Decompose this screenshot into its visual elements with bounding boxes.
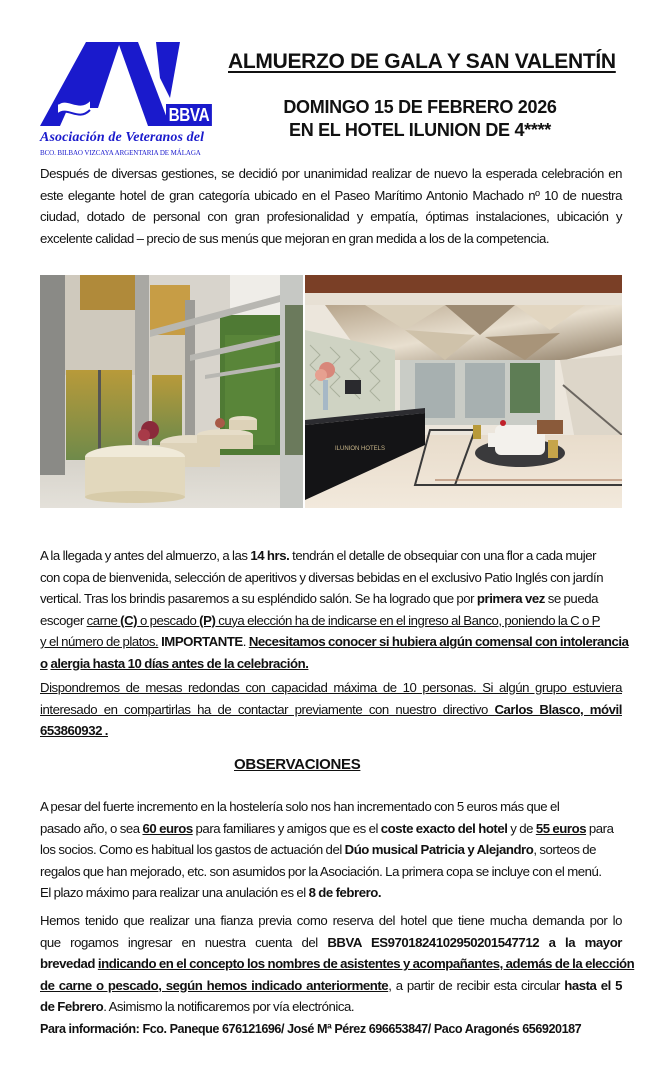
important-label: IMPORTANTE [158, 634, 243, 649]
obs-line-4: regalos que han mejorado, etc. son asumidos por la Asociación. La primera copa se incluye con el menú. [40, 863, 602, 879]
intro-line: excelente calidad – precio de sus menús que mejoran en gran medida a los de la competencia. [40, 230, 550, 246]
intolerance-notice: Necesitamos conocer si hubiera algún comensal con intolerancia [248, 634, 629, 649]
text: brevedad [40, 956, 96, 971]
tables-line-1 [40, 677, 622, 699]
association-logo [38, 38, 218, 158]
concept-instructions: indicando en el concepto los nombres de asistentes y acompañantes, además de la elección [97, 956, 635, 971]
text: para familiares y amigos que es el [192, 820, 381, 836]
text: vertical. Tras los brindis pasaremos a su espléndido salón. Se ha logrado que por [40, 591, 477, 606]
arrival-line-3 [40, 588, 622, 610]
text: para [586, 820, 614, 836]
intro-paragraph [40, 163, 622, 249]
intro-line: este elegante hotel de gran categoría ubicado en el Paseo Marítimo Antonio Machado nº 10 de nuestra [40, 187, 622, 203]
event-date: DOMINGO 15 DE FEBRERO 2026 [283, 97, 557, 117]
cancellation-deadline: 8 de febrero. [308, 885, 382, 900]
contact-name: Carlos Blasco, móvil [494, 701, 622, 717]
text: . [242, 634, 249, 649]
price-members: 55 euros [535, 820, 587, 836]
text: y de [507, 820, 536, 836]
contact-info: Para información: Fco. Paneque 676121696/ José Mª Pérez 696653847/ Paco Aragonés 656920187 [40, 1022, 582, 1036]
text: o pescado [137, 612, 200, 628]
intro-line: ciudad, dotado de personal con gran profesionalidad y empatía, óptimas instalaciones, ubicación y [40, 209, 622, 224]
pay-line-2 [40, 932, 622, 954]
event-venue: EN EL HOTEL ILUNION DE 4**** [289, 120, 551, 140]
payment-paragraph [40, 910, 635, 1018]
observaciones-paragraph [40, 796, 622, 904]
tables-line-3 [40, 720, 622, 742]
arrival-line-1 [40, 545, 622, 567]
text: o [40, 655, 48, 671]
text: escoger [40, 612, 87, 628]
text: carne [86, 612, 121, 628]
lobby-photo-image [305, 275, 622, 508]
text: . Asimismo la notificaremos por vía electrónica. [103, 999, 355, 1014]
concept-instructions: de carne o pescado, según hemos indicado anteriormente [40, 977, 389, 993]
text: que rogamos ingresar en nuestra cuenta del [40, 934, 328, 950]
meat-code: (C) [120, 612, 138, 628]
text: , sorteos de [533, 842, 597, 857]
pay-line-3 [40, 953, 635, 975]
pay-line-4 [40, 975, 622, 997]
fish-code: (P) [199, 612, 216, 628]
obs-line-5 [40, 882, 622, 904]
bbva-brand: BBVA [166, 104, 212, 126]
photo-patio [40, 275, 303, 508]
contact-phone: 653860932 . [40, 723, 108, 738]
pay-line-5 [40, 996, 622, 1018]
logo-bank-line: BCO. BILBAO VIZCAYA ARGENTARIA DE MÁLAGA [40, 149, 201, 157]
intro-line: Después de diversas gestiones, se decidió por unanimidad realizar de nuevo la esperada celebración en [40, 166, 622, 181]
payment-deadline: hasta el 5 [564, 977, 622, 993]
payment-deadline: de Febrero [40, 999, 104, 1014]
patio-photo-image [40, 275, 303, 508]
text: se pueda [544, 591, 598, 606]
text: y el número de platos. [40, 634, 159, 649]
text: pasado año, o sea [40, 820, 143, 836]
text: interesado en compartirlas ha de contactar previamente con nuestro directivo [40, 701, 495, 717]
logo-name-line: Asociación de Veteranos del [40, 130, 205, 145]
page-title: ALMUERZO DE GALA Y SAN VALENTÍN [228, 50, 616, 73]
text: cuya elección ha de indicarse en el ingreso al Banco, poniendo la C o P [215, 612, 601, 628]
obs-line-1: A pesar del fuerte incremento en la hostelería solo nos han incrementado con 5 euros más que el [40, 799, 560, 814]
obs-line-3 [40, 839, 622, 861]
arrival-line-2: con copa de bienvenida, selección de aperitivos y diversas bebidas en el exclusivo Patio Inglés con jardín [40, 569, 604, 585]
emphasis: primera vez [476, 591, 545, 606]
text: , a partir de recibir esta circular [388, 977, 565, 993]
reception-sign-text: ILUNION HOTELS [335, 446, 386, 452]
photo-lobby [305, 275, 622, 508]
allergy-deadline: alergia hasta 10 días antes de la celebración. [50, 655, 309, 671]
bank-account: BBVA ES9701824102950201547712 a la mayor [327, 934, 622, 950]
text: Dispondremos de mesas redondas con capacidad máxima de 10 personas. Si algún grupo estuviera [40, 680, 622, 695]
emphasis: coste exacto del hotel [380, 820, 508, 836]
text: tendrán el detalle de obsequiar con una flor a cada mujer [289, 548, 597, 563]
arrival-time: 14 hrs. [250, 548, 290, 563]
price-guests: 60 euros [142, 820, 193, 836]
text: los socios. Como es habitual los gastos de actuación del [40, 842, 345, 857]
arrival-line-6 [40, 653, 622, 675]
tables-line-2 [40, 699, 622, 721]
obs-line-2 [40, 818, 622, 840]
arrival-line-4 [40, 610, 622, 632]
text: A la llegada y antes del almuerzo, a las [40, 548, 251, 563]
arrival-paragraph [40, 545, 629, 674]
arrival-line-5 [40, 631, 629, 653]
text: El plazo máximo para realizar una anulación es el [40, 885, 309, 900]
tables-paragraph [40, 677, 622, 742]
observaciones-heading: OBSERVACIONES [234, 756, 361, 773]
pay-line-1: Hemos tenido que realizar una fianza previa como reserva del hotel que tiene mucha demanda por lo [40, 913, 622, 928]
music-duo: Dúo musical Patricia y Alejandro [344, 842, 534, 857]
